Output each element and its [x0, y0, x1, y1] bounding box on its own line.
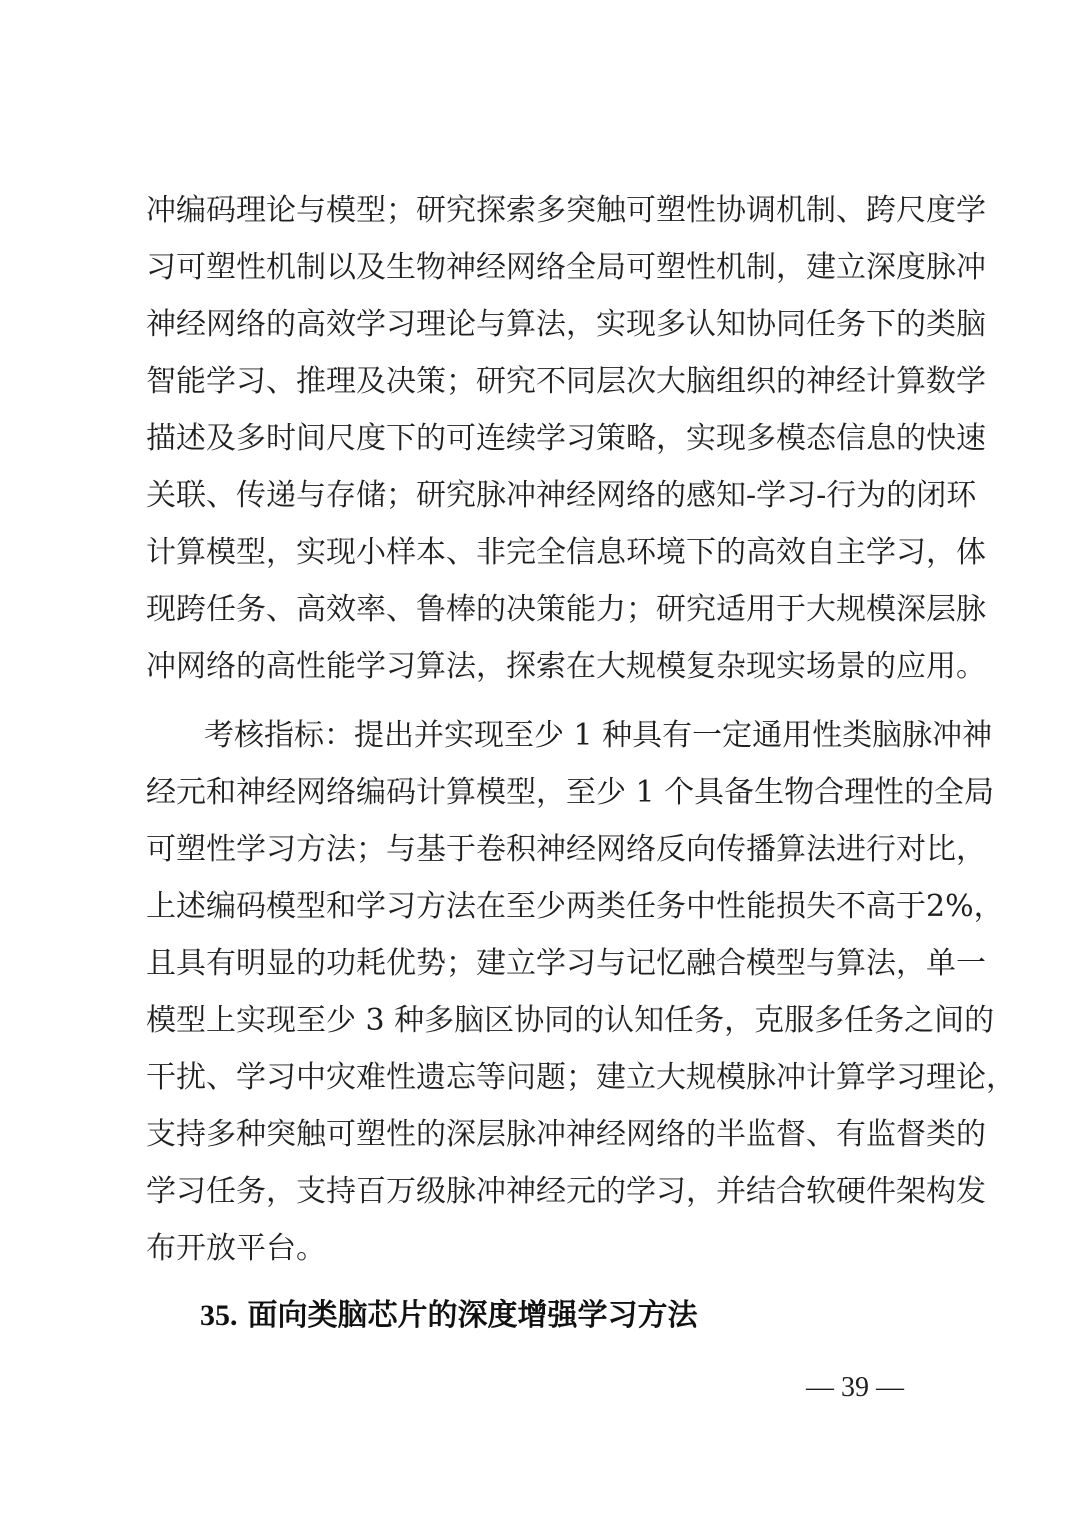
text-line: 习可塑性机制以及生物神经网络全局可塑性机制，建立深度脉冲	[146, 250, 986, 285]
text-line: 布开放平台。	[146, 1231, 326, 1266]
text-line: 干扰、学习中灾难性遗忘等问题；建立大规模脉冲计算学习理论，	[146, 1060, 1016, 1095]
text-line: 冲网络的高性能学习算法，探索在大规模复杂现实场景的应用。	[146, 649, 986, 684]
text-line: 模型上实现至少 3 种多脑区协同的认知任务，克服多任务之间的	[146, 1003, 995, 1038]
text-line: 智能学习、推理及决策；研究不同层次大脑组织的神经计算数学	[146, 364, 986, 399]
text-line: 现跨任务、高效率、鲁棒的决策能力；研究适用于大规模深层脉	[146, 592, 986, 627]
section-number: 35.	[200, 1299, 238, 1332]
text-line: 上述编码模型和学习方法在至少两类任务中性能损失不高于2%，	[146, 889, 1004, 924]
text-line: 描述及多时间尺度下的可连续学习策略，实现多模态信息的快速	[146, 421, 986, 456]
text-line: 经元和神经网络编码计算模型，至少 1 个具备生物合理性的全局	[146, 775, 995, 810]
text-line: 支持多种突触可塑性的深层脉冲神经网络的半监督、有监督类的	[146, 1117, 986, 1152]
section-heading	[200, 1294, 698, 1338]
text-line: 可塑性学习方法；与基于卷积神经网络反向传播算法进行对比，	[146, 832, 986, 867]
text-line: 神经网络的高效学习理论与算法，实现多认知协同任务下的类脑	[146, 307, 986, 342]
text-line: 学习任务，支持百万级脉冲神经元的学习，并结合软硬件架构发	[146, 1174, 986, 1209]
section-title: 面向类脑芯片的深度增强学习方法	[247, 1298, 698, 1333]
text-line: 计算模型，实现小样本、非完全信息环境下的高效自主学习，体	[146, 535, 986, 570]
text-line: 考核指标：提出并实现至少 1 种具有一定通用性类脑脉冲神	[204, 718, 993, 753]
page-number: — 39 —	[806, 1372, 904, 1403]
text-line: 且具有明显的功耗优势；建立学习与记忆融合模型与算法，单一	[146, 946, 986, 981]
text-line: 冲编码理论与模型；研究探索多突触可塑性协调机制、跨尺度学	[146, 193, 986, 228]
text-line: 关联、传递与存储；研究脉冲神经网络的感知-学习-行为的闭环	[146, 478, 977, 513]
